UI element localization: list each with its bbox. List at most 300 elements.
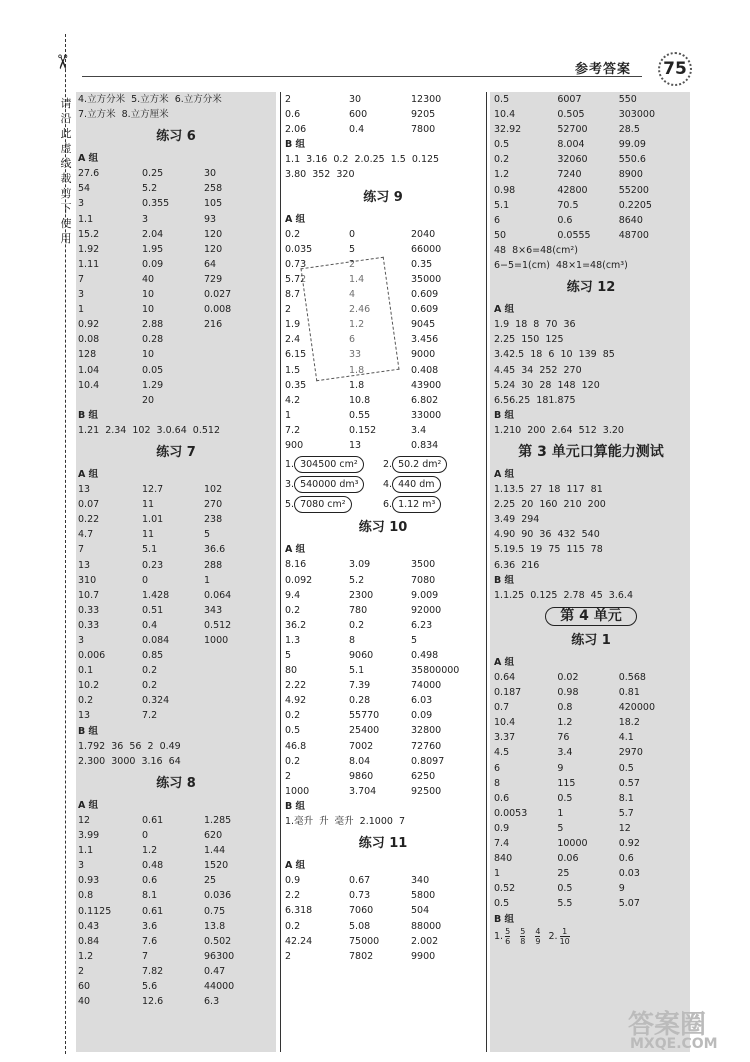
table-cell: 0.92 — [78, 319, 100, 331]
table-row — [78, 196, 274, 211]
group-label: A 组 — [285, 544, 306, 556]
denominator: 8 — [520, 936, 526, 946]
table-cell: 0.064 — [204, 589, 232, 601]
table-cell: 13 — [78, 484, 91, 496]
table-cell: 8.1 — [142, 890, 158, 902]
section-title: 练习 1 — [571, 632, 611, 648]
table-row — [285, 678, 481, 693]
table-cell: 40 — [78, 996, 91, 1008]
answer-table — [285, 92, 481, 137]
table-row — [78, 512, 274, 527]
table-cell: 0.6 — [618, 853, 634, 865]
table-cell: 5 — [204, 529, 211, 541]
table-cell: 30 — [204, 168, 217, 180]
table-cell — [78, 393, 142, 408]
table-row — [494, 866, 688, 881]
table-cell: 0.2 — [494, 154, 510, 166]
table-cell: 0.8 — [78, 890, 94, 902]
table-cell: 0 — [142, 830, 149, 842]
table-cell: 0.2 — [285, 604, 301, 616]
table-row — [78, 287, 274, 302]
table-cell: 7802 — [349, 950, 374, 962]
table-cell: 9060 — [349, 650, 374, 661]
table-cell: 2 — [78, 965, 85, 977]
table-row — [494, 715, 688, 730]
fraction — [520, 927, 525, 946]
table-row — [78, 588, 274, 603]
table-row — [285, 438, 481, 453]
table-row — [285, 227, 481, 242]
table-row — [78, 858, 274, 873]
boxed-row — [285, 476, 481, 493]
section-title: 练习 7 — [156, 444, 196, 460]
table-cell: 5800 — [411, 890, 436, 902]
cut-char: 线 — [60, 157, 72, 170]
table-cell: 9045 — [411, 319, 436, 331]
table-cell: 7.2 — [142, 710, 158, 722]
table-row — [78, 393, 274, 408]
table-cell — [204, 708, 274, 723]
table-cell: 0.33 — [78, 619, 100, 631]
table-cell: 7080 — [411, 574, 436, 586]
table-cell: 9900 — [411, 950, 436, 962]
table-row — [494, 670, 688, 685]
table-cell: 420000 — [618, 702, 655, 714]
table-cell: 48700 — [618, 229, 649, 241]
group-label: A 组 — [494, 656, 515, 668]
table-cell: 42800 — [557, 184, 588, 196]
page-number-badge: 75 — [658, 52, 692, 86]
text-line: 7.立方米 8.立方厘米 — [78, 109, 169, 121]
table-cell: 0.2205 — [618, 199, 652, 211]
table-cell: 92500 — [411, 785, 442, 797]
table-cell: 10.4 — [494, 717, 516, 729]
table-cell: 5.08 — [349, 920, 371, 932]
boxed-row — [285, 496, 481, 513]
cut-char: 用 — [60, 232, 72, 245]
boxed-answer: 7080 cm² — [294, 496, 351, 513]
cut-char: 沿 — [60, 112, 72, 125]
table-cell: 0.8 — [557, 702, 573, 714]
item-number: 3. — [285, 479, 295, 491]
table-cell: 0.8097 — [411, 755, 445, 767]
table-row — [494, 730, 688, 745]
table-cell: 1.4 — [349, 273, 365, 285]
table-cell: 0.036 — [204, 890, 232, 902]
boxed-answers — [285, 456, 481, 513]
table-cell: 258 — [204, 183, 223, 195]
table-cell: 0.35 — [411, 258, 433, 270]
fraction — [505, 927, 510, 946]
table-cell: 0.2 — [142, 680, 158, 692]
table-cell: 1.3 — [285, 634, 301, 646]
table-cell: 0 — [349, 228, 356, 240]
table-row — [78, 934, 274, 949]
table-cell: 70.5 — [557, 199, 579, 211]
table-cell: 840 — [494, 853, 513, 865]
table-cell: 6.23 — [411, 619, 433, 631]
table-cell: 33 — [349, 349, 362, 361]
table-cell: 504 — [411, 905, 430, 917]
table-row — [285, 122, 481, 137]
boxed-item — [285, 456, 383, 473]
table-cell: 0.152 — [349, 424, 377, 436]
table-cell: 99.09 — [618, 139, 646, 151]
table-row — [494, 167, 688, 182]
table-cell: 105 — [204, 198, 223, 210]
table-row — [494, 198, 688, 213]
table-cell: 80 — [285, 665, 298, 677]
table-row — [78, 212, 274, 227]
table-cell: 0.48 — [142, 860, 164, 872]
answer-column-3 — [494, 92, 688, 946]
table-cell: 60 — [78, 980, 91, 992]
table-cell: 1 — [78, 304, 85, 316]
table-cell: 1000 — [285, 785, 310, 797]
table-row — [494, 92, 688, 107]
table-cell: 0.6 — [285, 109, 301, 121]
table-row — [285, 633, 481, 648]
table-cell: 10 — [142, 349, 155, 361]
table-cell: 0.7 — [494, 702, 510, 714]
table-row — [285, 693, 481, 708]
table-cell: 340 — [411, 875, 430, 887]
table-cell: 900 — [285, 439, 304, 451]
table-cell: 0.0555 — [557, 229, 591, 241]
table-row — [494, 745, 688, 760]
table-cell: 0.67 — [349, 875, 371, 887]
section-title: 练习 8 — [156, 775, 196, 791]
table-cell: 3 — [78, 635, 85, 646]
header-rule — [82, 76, 642, 77]
table-cell: 8640 — [618, 214, 643, 226]
table-row — [78, 843, 274, 858]
table-row — [78, 272, 274, 287]
fraction-answers — [494, 927, 688, 946]
table-cell: 7 — [78, 273, 85, 285]
table-row — [494, 183, 688, 198]
table-cell: 0.06 — [557, 853, 579, 865]
table-row — [78, 813, 274, 828]
table-cell: 88000 — [411, 920, 442, 932]
table-row — [285, 393, 481, 408]
table-row — [78, 482, 274, 497]
table-cell: 11 — [142, 499, 155, 511]
answer-table — [285, 873, 481, 964]
boxed-answer: 1.12 m³ — [392, 496, 441, 513]
table-row — [78, 363, 274, 378]
table-cell: 9205 — [411, 109, 436, 121]
group-label: A 组 — [78, 468, 99, 480]
table-cell: 11 — [142, 529, 155, 541]
table-cell: 13 — [78, 559, 91, 571]
table-cell: 5.6 — [142, 980, 158, 992]
table-cell: 43900 — [411, 379, 442, 391]
table-cell: 32.92 — [494, 124, 522, 136]
table-cell: 50 — [494, 229, 507, 241]
table-cell: 0.008 — [204, 304, 232, 316]
table-cell: 2 — [285, 304, 292, 316]
table-cell: 2300 — [349, 589, 374, 601]
table-row — [78, 693, 274, 708]
table-cell: 7.82 — [142, 965, 164, 977]
table-row — [494, 836, 688, 851]
table-row — [285, 557, 481, 572]
item-number: 1. — [494, 930, 504, 942]
fraction — [560, 927, 570, 946]
table-cell: 0.324 — [142, 695, 170, 707]
text-line: 2.300 3000 3.16 64 — [78, 755, 181, 767]
table-row — [78, 527, 274, 542]
table-cell — [204, 363, 274, 378]
table-cell: 12300 — [411, 94, 442, 105]
table-cell: 35800000 — [411, 665, 460, 677]
table-cell: 2 — [285, 770, 292, 782]
table-cell: 1.2 — [142, 845, 158, 857]
boxed-answer: 540000 dm³ — [294, 476, 364, 493]
table-cell: 0.512 — [204, 619, 232, 631]
group-label: A 组 — [78, 153, 99, 165]
table-row — [285, 423, 481, 438]
table-cell: 303000 — [618, 109, 655, 121]
table-cell: 4 — [349, 289, 356, 301]
table-cell: 54 — [78, 183, 91, 195]
table-cell: 0.08 — [78, 334, 100, 346]
table-row — [494, 821, 688, 836]
boxed-item — [383, 476, 481, 493]
table-cell: 0.22 — [78, 514, 100, 526]
table-cell: 1.2 — [78, 950, 94, 962]
table-cell: 1 — [494, 868, 501, 880]
table-cell: 0.609 — [411, 304, 439, 316]
table-cell: 0.5 — [557, 792, 573, 804]
table-cell: 0 — [142, 574, 149, 586]
table-row — [285, 708, 481, 723]
text-line: 6.36 216 — [494, 559, 540, 571]
table-cell: 8.16 — [285, 559, 307, 571]
text-line: 4.90 90 36 432 540 — [494, 529, 600, 541]
table-row — [285, 242, 481, 257]
table-cell: 0.5 — [494, 94, 510, 105]
text-line: 3.80 352 320 — [285, 169, 355, 181]
table-cell: 3.09 — [349, 559, 371, 571]
answer-table — [494, 92, 688, 243]
table-cell: 2 — [285, 94, 292, 105]
table-cell: 0.28 — [142, 334, 164, 346]
table-cell: 13.8 — [204, 920, 226, 932]
group-label: B 组 — [494, 409, 515, 421]
table-cell: 72760 — [411, 740, 442, 752]
table-cell: 1.428 — [142, 589, 170, 601]
table-cell: 3.704 — [349, 785, 377, 797]
table-cell: 10.4 — [78, 379, 100, 391]
table-row — [78, 227, 274, 242]
table-cell: 0.98 — [557, 687, 579, 699]
table-row — [494, 896, 688, 911]
table-cell: 36.2 — [285, 619, 307, 631]
cut-char: 裁 — [60, 172, 72, 185]
table-row — [78, 242, 274, 257]
table-cell: 36.6 — [204, 544, 226, 556]
table-cell: 270 — [204, 499, 223, 511]
table-cell: 1 — [557, 807, 564, 819]
section-title: 练习 11 — [358, 836, 408, 852]
boxed-item — [285, 496, 383, 513]
table-cell: 0.505 — [557, 109, 585, 121]
table-cell: 8.1 — [618, 792, 634, 804]
table-cell: 4.92 — [285, 695, 307, 707]
table-cell: 0.73 — [349, 890, 371, 902]
table-cell: 8900 — [618, 169, 643, 181]
table-cell: 6 — [494, 762, 501, 774]
table-cell: 25 — [557, 868, 570, 880]
table-row — [285, 934, 481, 949]
boxed-answer: 440 dm — [392, 476, 440, 493]
table-row — [285, 739, 481, 754]
table-cell: 1000 — [204, 635, 229, 646]
table-row — [494, 776, 688, 791]
table-cell: 7002 — [349, 740, 374, 752]
table-cell: 1.2 — [349, 319, 365, 331]
table-cell: 5.72 — [285, 273, 307, 285]
table-cell: 0.035 — [285, 243, 313, 255]
table-cell: 0.408 — [411, 364, 439, 376]
table-cell: 9 — [618, 883, 625, 895]
table-row — [285, 754, 481, 769]
text-line: 1.13.5 27 18 117 81 — [494, 484, 603, 496]
table-cell: 5 — [349, 243, 356, 255]
table-row — [78, 663, 274, 678]
group-label: A 组 — [285, 860, 306, 872]
table-cell: 2.46 — [349, 304, 371, 316]
table-cell: 10.2 — [78, 680, 100, 692]
cut-char: 剪 — [60, 187, 72, 200]
table-row — [285, 903, 481, 918]
table-cell: 8 — [349, 634, 356, 646]
table-cell: 0.9 — [494, 822, 510, 834]
table-cell: 1520 — [204, 860, 229, 872]
table-cell: 20 — [142, 394, 155, 406]
text-line: 1.792 36 56 2 0.49 — [78, 740, 181, 752]
table-cell: 3500 — [411, 559, 436, 571]
boxed-item — [383, 496, 481, 513]
table-row — [285, 618, 481, 633]
table-cell: 1.92 — [78, 243, 100, 255]
table-cell: 1 — [285, 409, 292, 421]
column-divider — [280, 92, 281, 1052]
answer-table — [78, 166, 274, 408]
table-row — [494, 881, 688, 896]
answer-column-2 — [285, 92, 481, 964]
item-number: 1. — [285, 459, 295, 471]
table-cell: 288 — [204, 559, 223, 571]
group-label: B 组 — [285, 800, 306, 812]
table-cell: 8 — [494, 777, 501, 789]
table-cell: 0.834 — [411, 439, 439, 451]
table-cell: 75000 — [349, 935, 380, 947]
table-row — [285, 873, 481, 888]
table-cell: 5 — [411, 634, 418, 646]
table-cell: 7 — [78, 544, 85, 556]
unit-heading — [494, 607, 688, 626]
table-cell: 0.98 — [494, 184, 516, 196]
table-row — [78, 888, 274, 903]
table-cell: 0.084 — [142, 635, 170, 646]
table-cell: 1.8 — [349, 379, 365, 391]
table-cell: 1.01 — [142, 514, 164, 526]
table-row — [285, 588, 481, 603]
table-cell: 0.5 — [557, 883, 573, 895]
table-row — [78, 347, 274, 362]
table-cell: 0.5 — [285, 725, 301, 737]
table-cell: 3.4 — [411, 424, 427, 436]
text-line: 5.19.5 19 75 115 78 — [494, 544, 603, 556]
table-cell: 0.28 — [349, 695, 371, 707]
table-cell: 1.04 — [78, 364, 100, 376]
cut-instruction — [60, 96, 72, 246]
table-cell: 52700 — [557, 124, 588, 136]
table-cell: 1.8 — [349, 364, 365, 376]
table-cell: 0.33 — [78, 604, 100, 616]
group-label: B 组 — [78, 409, 99, 421]
table-cell: 10 — [142, 289, 155, 301]
table-row — [78, 317, 274, 332]
table-cell: 12 — [618, 822, 631, 834]
table-row — [78, 678, 274, 693]
table-cell: 4.7 — [78, 529, 94, 541]
table-cell: 7.6 — [142, 935, 158, 947]
fraction — [535, 927, 540, 946]
table-cell: 0.85 — [142, 650, 164, 662]
text-line: 2.25 20 160 210 200 — [494, 499, 606, 511]
table-cell: 5 — [285, 650, 292, 661]
table-cell: 3 — [78, 289, 85, 301]
numerator: 5 — [520, 926, 526, 936]
table-cell: 7 — [142, 950, 149, 962]
table-cell: 0.609 — [411, 289, 439, 301]
group-label: B 组 — [494, 574, 515, 586]
table-cell: 10.8 — [349, 394, 371, 406]
table-cell: 343 — [204, 604, 223, 616]
section-title: 练习 12 — [566, 280, 616, 296]
table-cell: 2.4 — [285, 334, 301, 346]
table-cell: 5.1 — [142, 544, 158, 556]
table-row — [78, 378, 274, 393]
table-row — [285, 949, 481, 964]
table-cell: 7.39 — [349, 680, 371, 692]
table-cell: 6.318 — [285, 905, 313, 917]
table-cell: 6250 — [411, 770, 436, 782]
table-cell: 5.7 — [618, 807, 634, 819]
table-cell: 0.568 — [618, 672, 646, 683]
table-row — [285, 663, 481, 678]
table-row — [78, 181, 274, 196]
numerator: 5 — [505, 926, 511, 936]
table-cell: 115 — [557, 777, 576, 789]
table-cell: 3.6 — [142, 920, 158, 932]
table-row — [78, 949, 274, 964]
table-row — [78, 618, 274, 633]
table-cell: 0.61 — [142, 814, 164, 826]
table-cell: 0.187 — [494, 687, 522, 699]
table-cell: 25400 — [349, 725, 380, 737]
table-cell: 32060 — [557, 154, 588, 166]
table-cell: 102 — [204, 484, 223, 496]
table-cell: 216 — [204, 319, 223, 331]
table-cell: 5.2 — [142, 183, 158, 195]
table-cell: 1.1 — [78, 845, 94, 857]
table-row — [285, 888, 481, 903]
